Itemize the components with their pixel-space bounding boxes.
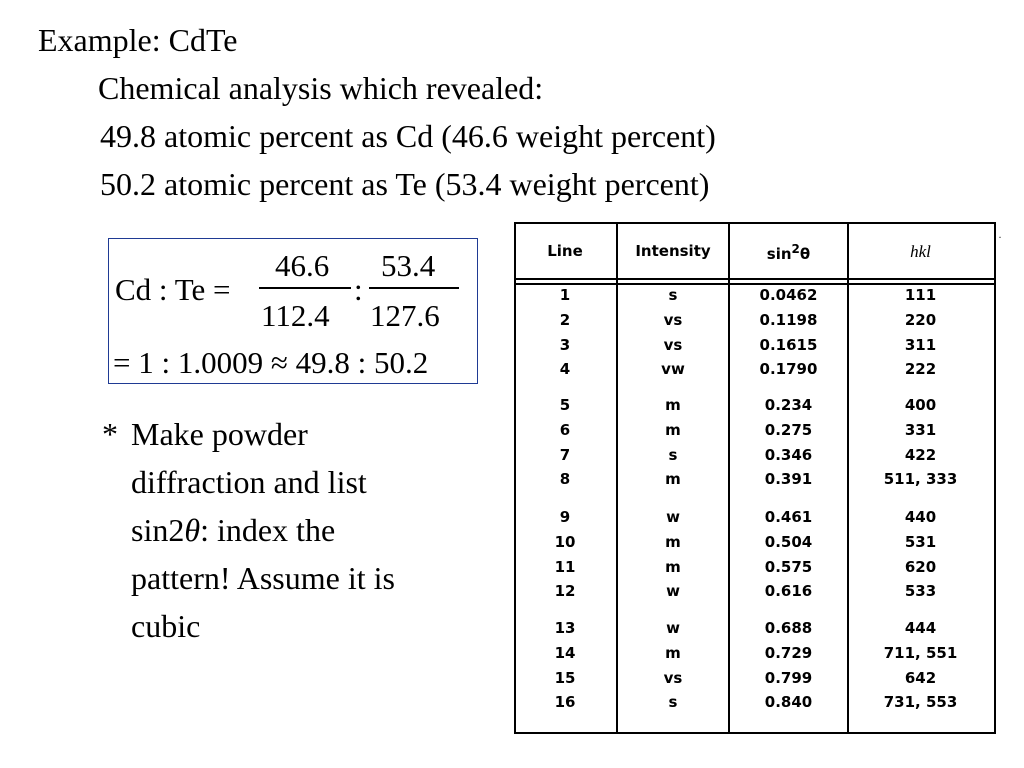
cell-line: 13 xyxy=(554,619,576,637)
cell-hkl: 533 xyxy=(904,582,937,601)
cell-intensity: vs xyxy=(663,335,683,354)
cell-intensity: m xyxy=(665,643,681,662)
header-sin: sin xyxy=(766,245,792,263)
cell-hkl: 422 xyxy=(904,445,937,464)
cell-sin2theta: 0.346 xyxy=(764,445,813,464)
cell-hkl: 642 xyxy=(904,668,937,687)
cell-sin2theta: 0.461 xyxy=(764,508,813,526)
cell-line: 5 xyxy=(559,396,571,414)
cell-intensity: vs xyxy=(663,310,683,329)
cell-line: 3 xyxy=(559,335,571,354)
cell-intensity: m xyxy=(665,557,681,576)
cell-line: 7 xyxy=(559,445,571,464)
formula-result: = 1 : 1.0009 ≈ 49.8 : 50.2 xyxy=(113,345,429,380)
cell-sin2theta: 0.616 xyxy=(764,582,813,601)
cell-line: 12 xyxy=(554,582,576,601)
cell-hkl: 531 xyxy=(904,532,937,551)
fraction1-numerator: 46.6 xyxy=(275,248,330,283)
note-line-2: diffraction and list xyxy=(131,464,367,500)
ratio-formula-box xyxy=(108,238,478,384)
cell-intensity: s xyxy=(668,445,678,464)
cell-line: 2 xyxy=(559,310,571,329)
cell-hkl: 440 xyxy=(904,508,937,526)
te-percent-line: 50.2 atomic percent as Te (53.4 weight percent) xyxy=(100,166,710,202)
cell-hkl: 511, 333 xyxy=(883,470,958,489)
cell-intensity: w xyxy=(666,582,680,601)
cell-hkl: 711, 551 xyxy=(883,643,958,662)
cell-line: 16 xyxy=(554,693,576,712)
cell-line: 4 xyxy=(559,360,571,379)
cell-intensity: m xyxy=(665,532,681,551)
header-divider xyxy=(514,278,994,280)
cell-hkl: 400 xyxy=(904,396,937,414)
header-theta: θ xyxy=(799,245,811,263)
note-line-5: cubic xyxy=(131,608,201,644)
cell-line: 8 xyxy=(559,470,571,489)
cell-line: 11 xyxy=(554,557,576,576)
cell-sin2theta: 0.391 xyxy=(764,470,813,489)
diffraction-table xyxy=(514,222,994,732)
cell-intensity: vs xyxy=(663,668,683,687)
cell-hkl: 311 xyxy=(904,335,937,354)
cell-sin2theta: 0.1790 xyxy=(759,360,818,379)
header-sin-exponent: 2 xyxy=(791,242,800,256)
cell-hkl: 331 xyxy=(904,420,937,439)
cell-sin2theta: 0.0462 xyxy=(759,286,818,304)
cell-intensity: m xyxy=(665,396,681,414)
header-intensity: Intensity xyxy=(635,242,711,260)
cell-sin2theta: 0.729 xyxy=(764,643,813,662)
note-index: : index the xyxy=(200,512,336,548)
cell-sin2theta: 0.688 xyxy=(764,619,813,637)
cell-intensity: w xyxy=(666,619,680,637)
cell-sin2theta: 0.575 xyxy=(764,557,813,576)
cell-intensity: w xyxy=(666,508,680,526)
fraction2-numerator: 53.4 xyxy=(381,248,436,283)
header-divider xyxy=(514,283,994,285)
fraction2-bar xyxy=(369,287,459,289)
cell-line: 15 xyxy=(554,668,576,687)
formula-colon: : xyxy=(354,272,363,307)
note-sin2: sin2 xyxy=(131,512,185,548)
cell-sin2theta: 0.1615 xyxy=(759,335,818,354)
cell-line: 10 xyxy=(554,532,576,551)
note-bullet: * xyxy=(102,416,118,452)
fraction2-denominator: 127.6 xyxy=(370,298,440,333)
cell-sin2theta: 0.234 xyxy=(764,396,813,414)
cell-sin2theta: 0.275 xyxy=(764,420,813,439)
cell-intensity: m xyxy=(665,420,681,439)
cell-sin2theta: 0.504 xyxy=(764,532,813,551)
slide-title: Example: CdTe xyxy=(38,22,238,58)
cell-line: 9 xyxy=(559,508,571,526)
header-hkl: hkl xyxy=(910,242,931,261)
cell-hkl: 222 xyxy=(904,360,937,379)
cell-sin2theta: 0.799 xyxy=(764,668,813,687)
cell-line: 6 xyxy=(559,420,571,439)
cell-hkl: 220 xyxy=(904,310,937,329)
cell-sin2theta: 0.840 xyxy=(764,693,813,712)
cd-percent-line: 49.8 atomic percent as Cd (46.6 weight percent) xyxy=(100,118,716,154)
edge-mark: · xyxy=(998,230,1002,244)
formula-lhs: Cd : Te = xyxy=(115,272,231,307)
cell-hkl: 111 xyxy=(904,286,937,304)
header-line: Line xyxy=(547,242,583,260)
theta-symbol: θ xyxy=(184,512,201,548)
cell-intensity: s xyxy=(668,286,678,304)
cell-line: 1 xyxy=(559,286,571,304)
header-sin2theta xyxy=(730,242,847,263)
cell-line: 14 xyxy=(554,643,576,662)
fraction1-bar xyxy=(259,287,351,289)
fraction1-denominator: 112.4 xyxy=(261,298,330,333)
cell-sin2theta: 0.1198 xyxy=(759,310,818,329)
cell-hkl: 620 xyxy=(904,557,937,576)
cell-hkl: 731, 553 xyxy=(883,693,958,712)
cell-intensity: vw xyxy=(661,360,685,379)
note-line-3 xyxy=(131,514,335,546)
note-line-4: pattern! Assume it is xyxy=(131,560,395,596)
analysis-intro: Chemical analysis which revealed: xyxy=(98,70,544,106)
cell-intensity: s xyxy=(668,693,678,712)
cell-hkl: 444 xyxy=(904,619,937,637)
note-line-1: Make powder xyxy=(131,416,308,452)
cell-intensity: m xyxy=(665,470,681,489)
